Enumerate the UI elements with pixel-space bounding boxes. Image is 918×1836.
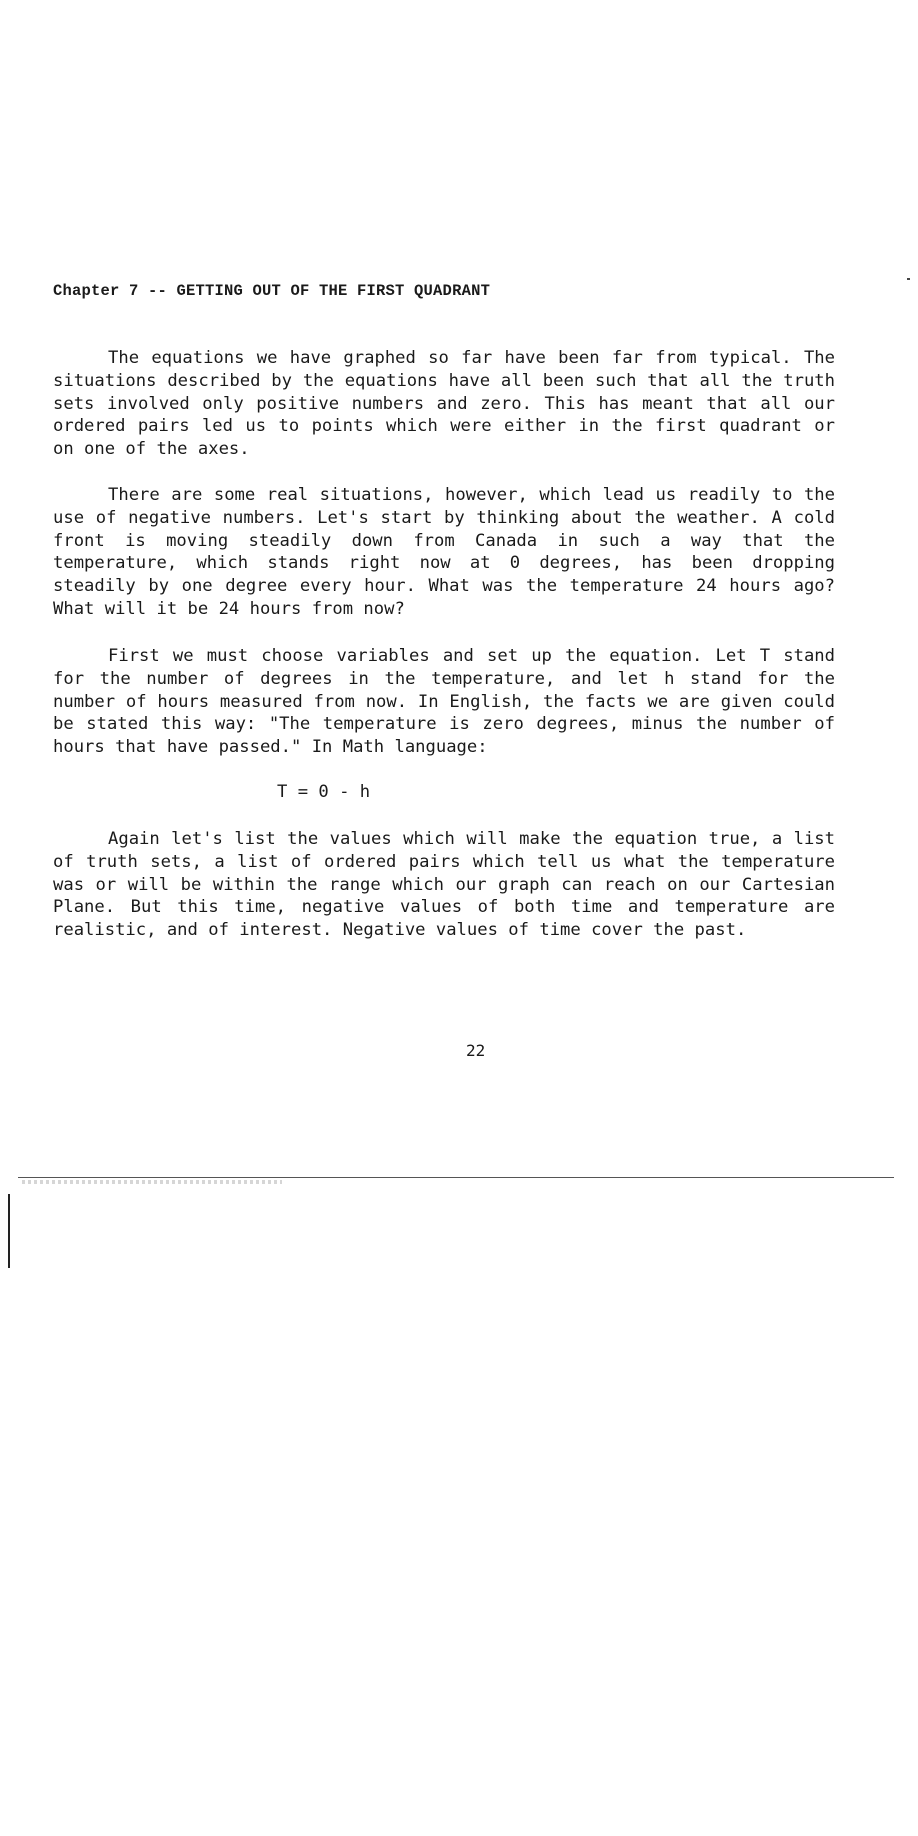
- scan-noise: [22, 1180, 282, 1184]
- scan-margin-mark: [907, 278, 910, 280]
- chapter-title: Chapter 7 -- GETTING OUT OF THE FIRST QUADRANT: [53, 282, 491, 300]
- paragraph-3: First we must choose variables and set up the equation. Let T stand for the number of degrees in the temperature, and let h stand for the number of hours measured from now. In English, the facts we are given could be stated this way: "The temperature is zero degrees, minus the number of hours that have passed." In Math language:: [53, 646, 835, 758]
- equation: T = 0 - h: [277, 782, 371, 802]
- paragraph-2: There are some real situations, however, which lead us readily to the use of negative numbers. Let's start by thinking about the weather. A cold front is moving steadily down from Canada in such a way that the temperature, which stands right now at 0 degrees, has been dropping steadily by one degree every hour. What was the temperature 24 hours ago? What will it be 24 hours from now?: [53, 485, 835, 619]
- paragraph-1: The equations we have graphed so far have been far from typical. The situations described by the equations have all been such that all the truth sets involved only positive numbers and zero. This has meant that all our ordered pairs led us to points which were either in the first quadrant or on one of the axes.: [53, 348, 835, 460]
- scan-left-edge: [8, 1194, 10, 1268]
- page-number: 22: [466, 1041, 486, 1060]
- page-bottom-edge: [18, 1177, 894, 1178]
- paragraph-4: Again let's list the values which will make the equation true, a list of truth sets, a list of ordered pairs which tell us what the temperature was or will be within the range which our graph can reach on our Cartesian Plane. But this time, negative values of both time and temperature are realistic, and of interest. Negative values of time cover the past.: [53, 829, 835, 941]
